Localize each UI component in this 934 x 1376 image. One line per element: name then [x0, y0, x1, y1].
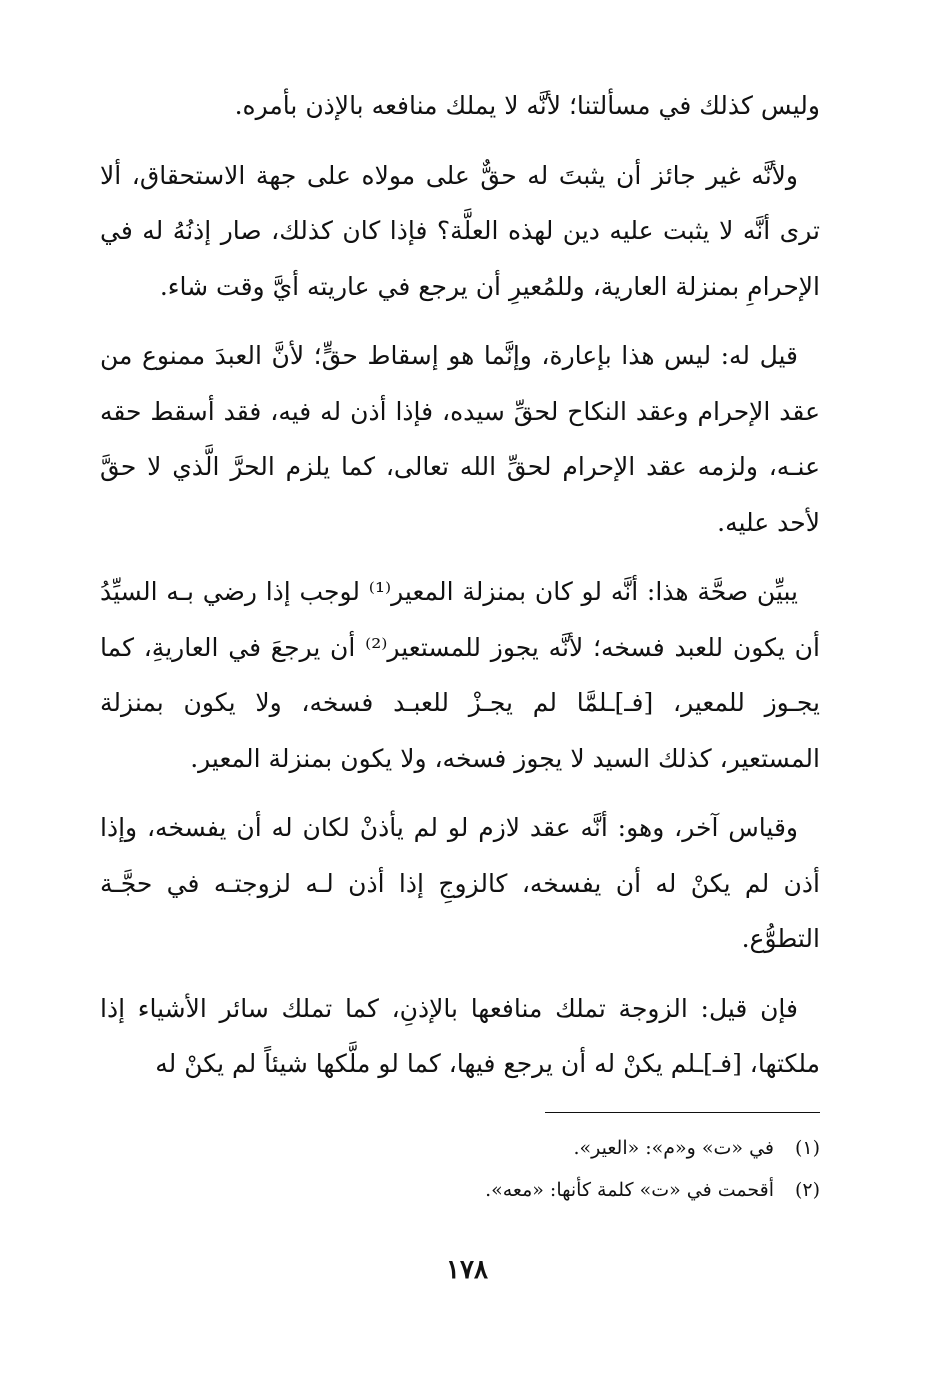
paragraph-6: فإن قيل: الزوجة تملك منافعها بالإذنِ، كما تملك سائر الأشياء إذا ملكتها، [فـ]ـلم يكنْ له أن يرجع فيها، كما لو ملَّكها شيئاً لم يكنْ له — [100, 993, 820, 1078]
main-text — [100, 78, 820, 1106]
footnote-2 — [300, 1175, 820, 1205]
footnote-number: (٢) — [794, 1179, 820, 1201]
footnotes — [300, 1133, 820, 1217]
footnote-separator — [545, 1112, 820, 1113]
footnote-number: (١) — [794, 1137, 820, 1159]
paragraph-5: وقياس آخر، وهو: أنَّه عقد لازم لو لم يأذنْ لكان له أن يفسخه، وإذا أذن لم يكنْ له أن يفسخه، كالزوجِ إذا أذن لـه لزوجتـه في حجَّـة التطوُّع. — [100, 813, 820, 953]
paragraph-2: ولأنَّه غير جائز أن يثبتَ له حقٌّ على مولاه على جهة الاستحقاق، ألا ترى أنَّه لا يثبت عليه دين لهذه العلَّة؟ فإذا كان كذلك، صار إذنُهُ له في الإحرامِ بمنزلة العارية، وللمُعيرِ أن يرجع في عاريته أيَّ وقت شاء. — [100, 160, 820, 301]
footnote-text: أقحمت في «ت» كلمة كأنها: «معه». — [485, 1179, 774, 1201]
page-number: ١٧٨ — [446, 1255, 488, 1285]
paragraph-3: قيل له: ليس هذا بإعارة، وإنَّما هو إسقاط حقٍّ؛ لأنَّ العبدَ ممنوع من عقد الإحرام وعقد النكاح لحقِّ سيده، فإذا أذن له فيه، فقد أسقط حقه عنـه، ولزمه عقد الإحرام لحقِّ الله تعالى، كما يلزم الحرَّ الَّذي لا حقَّ لأحد عليه. — [100, 341, 820, 537]
footnote-1 — [300, 1133, 820, 1163]
footnote-text: في «ت» و«م»: «العير». — [573, 1137, 774, 1159]
paragraph-1: وليس كذلك في مسألتنا؛ لأنَّه لا يملك منافعه بالإذن بأمره. — [234, 91, 820, 120]
paragraph-4: يبيِّن صحَّة هذا: أنَّه لو كان بمنزلة المعير⁽¹⁾ لوجب إذا رضي بـه السيِّدُ أن يكون للعبد فسخه؛ لأنَّه يجوز للمستعير⁽²⁾ أن يرجعَ في العاريةِ، كما يجـوز للمعير، [فـ]ـلمَّا لم يجـزْ للعبـد فسخه، ولا يكون بمنزلة المستعير، كذلك السيد لا يجوز فسخه، ولا يكون بمنزلة المعير. — [100, 577, 820, 773]
